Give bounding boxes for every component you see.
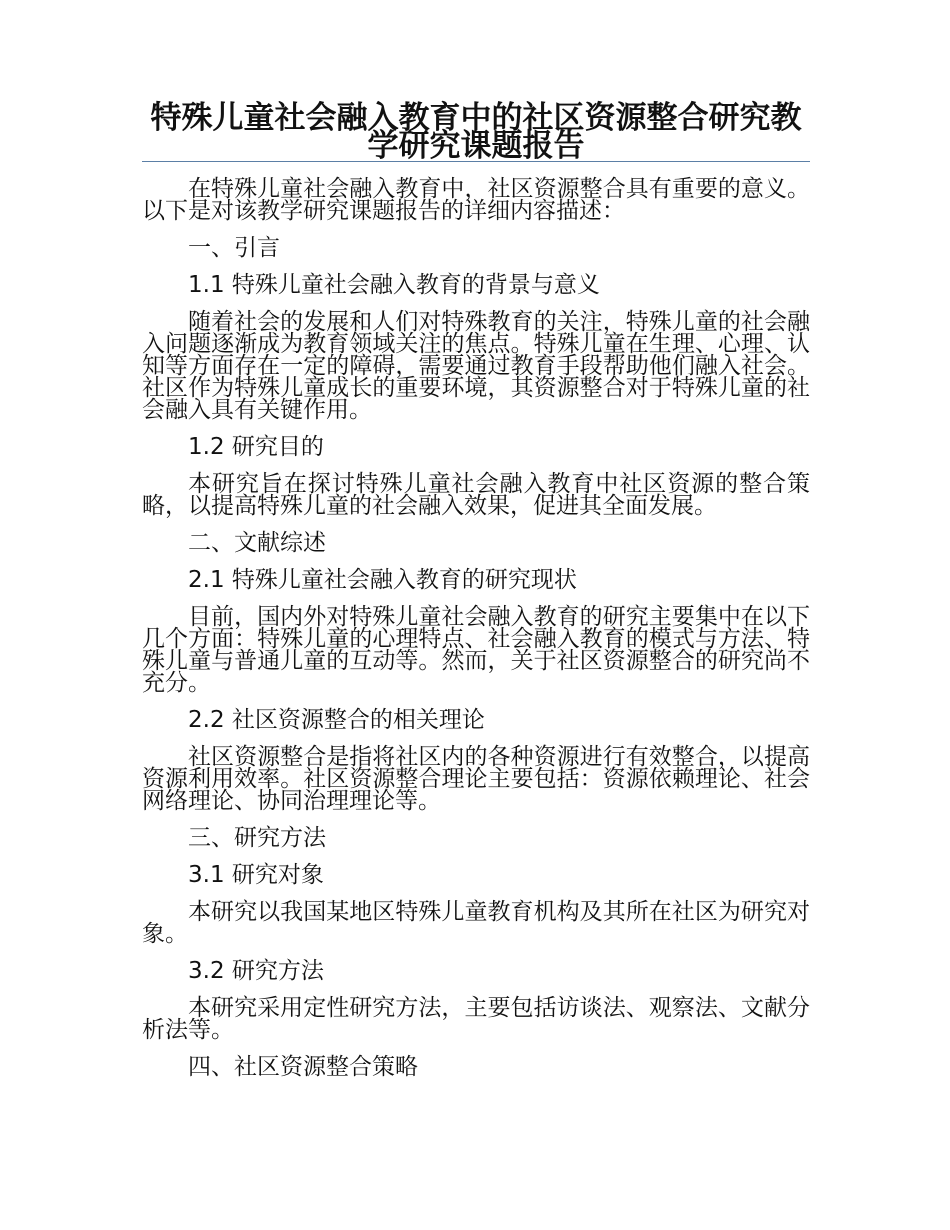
- section-heading-2: 二、文献综述: [188, 530, 326, 556]
- document-title: 特殊儿童社会融入教育中的社区资源整合研究教学研究课题报告: [150, 100, 802, 164]
- paragraph-2-2: 社区资源整合是指将社区内的各种资源进行有效整合，以提高资源利用效率。社区资源整合理论主要包括：资源依赖理论、社会网络理论、协同治理理论等。: [142, 744, 810, 814]
- section-heading-1: 一、引言: [188, 235, 280, 261]
- subsection-heading-1-2: 1.2 研究目的: [188, 434, 324, 460]
- paragraph-3-2: 本研究采用定性研究方法，主要包括访谈法、观察法、文献分析法等。: [142, 995, 810, 1043]
- intro-paragraph: 在特殊儿童社会融入教育中，社区资源整合具有重要的意义。以下是对该教学研究课题报告的详细内容描述：: [142, 176, 810, 224]
- section-heading-3: 三、研究方法: [188, 825, 326, 851]
- section-heading-4: 四、社区资源整合策略: [188, 1054, 418, 1080]
- paragraph-1-2: 本研究旨在探讨特殊儿童社会融入教育中社区资源的整合策略，以提高特殊儿童的社会融入效果，促进其全面发展。: [142, 471, 810, 519]
- subsection-heading-2-2: 2.2 社区资源整合的相关理论: [188, 707, 485, 733]
- title-underline: [142, 161, 810, 162]
- paragraph-1-1: 随着社会的发展和人们对特殊教育的关注，特殊儿童的社会融入问题逐渐成为教育领域关注的焦点。特殊儿童在生理、心理、认知等方面存在一定的障碍，需要通过教育手段帮助他们融入社会。社区作为特殊儿童成长的重要环境，其资源整合对于特殊儿童的社会融入具有关键作用。: [142, 309, 810, 423]
- subsection-heading-3-2: 3.2 研究方法: [188, 958, 324, 984]
- subsection-heading-3-1: 3.1 研究对象: [188, 862, 324, 888]
- subsection-heading-2-1: 2.1 特殊儿童社会融入教育的研究现状: [188, 567, 577, 593]
- subsection-heading-1-1: 1.1 特殊儿童社会融入教育的背景与意义: [188, 272, 600, 298]
- paragraph-2-1: 目前，国内外对特殊儿童社会融入教育的研究主要集中在以下几个方面：特殊儿童的心理特点、社会融入教育的模式与方法、特殊儿童与普通儿童的互动等。然而，关于社区资源整合的研究尚不充分。: [142, 604, 810, 696]
- document-body: [142, 178, 810, 1093]
- paragraph-3-1: 本研究以我国某地区特殊儿童教育机构及其所在社区为研究对象。: [142, 899, 810, 947]
